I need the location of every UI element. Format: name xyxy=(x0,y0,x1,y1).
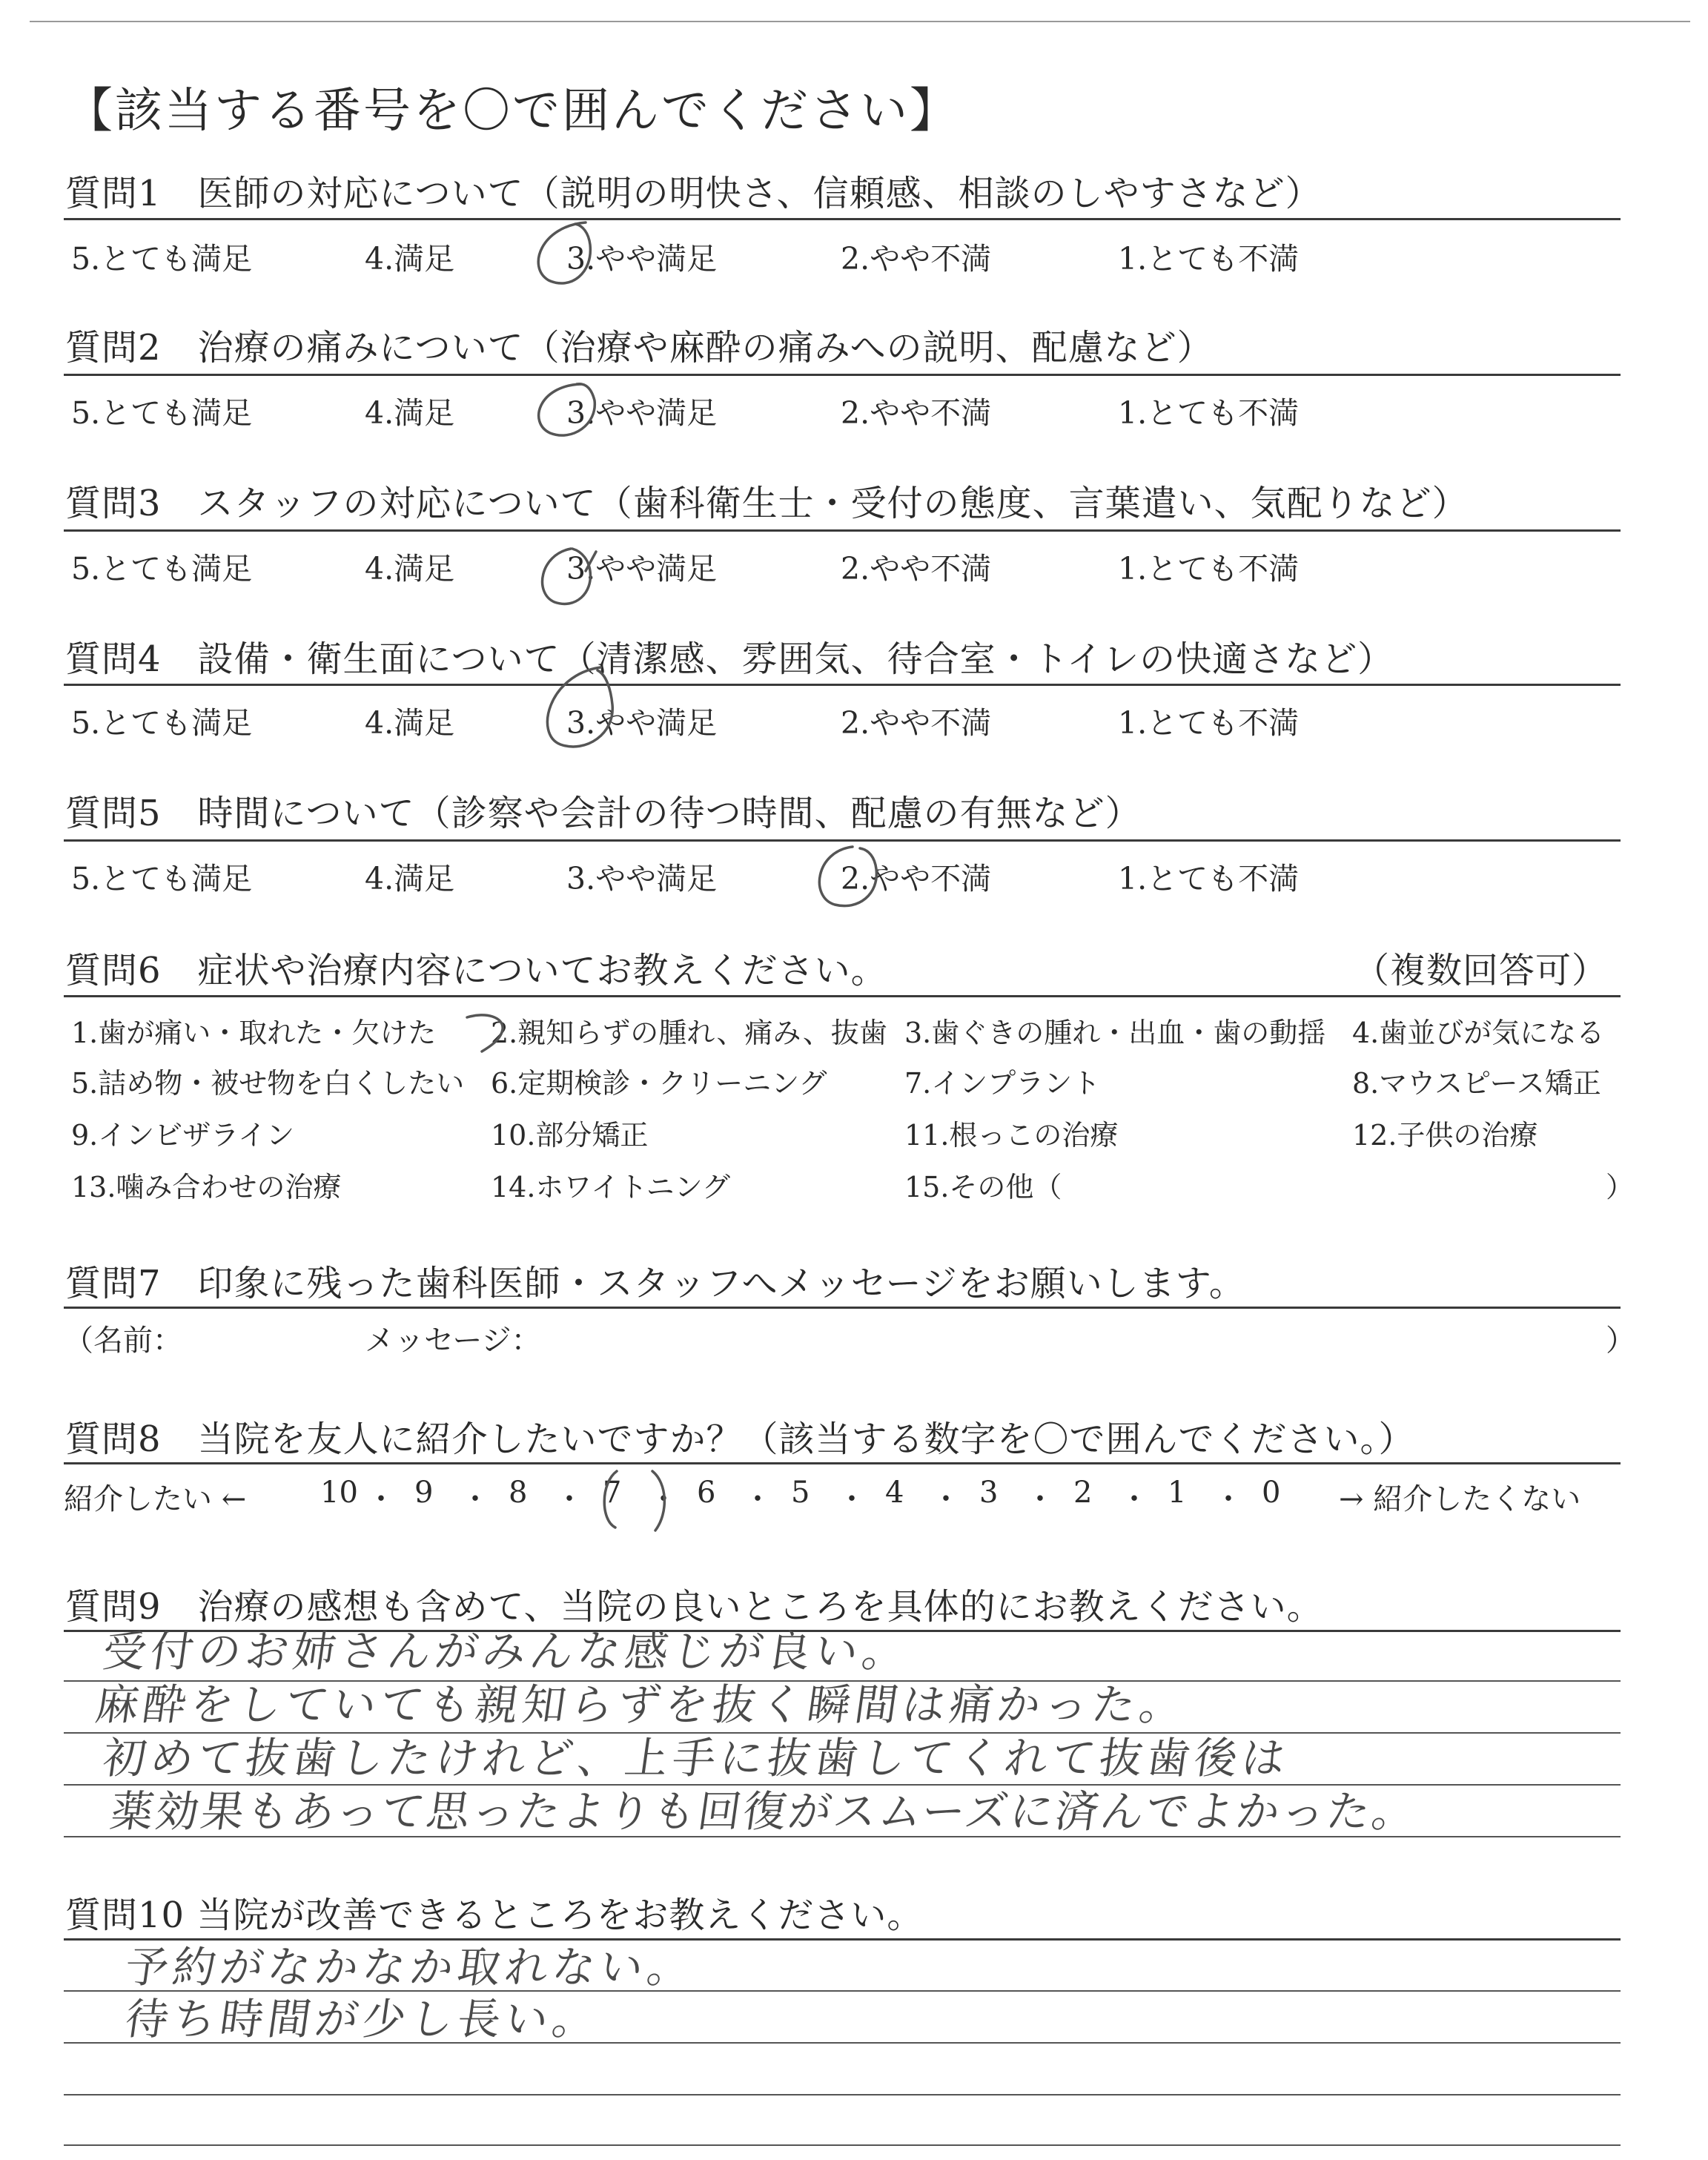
q8-separator-dot: ・ xyxy=(366,1482,396,1516)
q1-option-4[interactable]: 4.満足 xyxy=(365,241,455,277)
q8-separator-dot: ・ xyxy=(743,1482,772,1516)
q2-heading: 質問2 治療の痛みについて（治療や麻酔の痛みへの説明、配慮など） xyxy=(65,327,1214,369)
q5-option-5[interactable]: 5.とても満足 xyxy=(71,861,253,896)
q10-rule-4 xyxy=(64,2094,1621,2095)
q7-close-paren: ） xyxy=(1606,1324,1635,1358)
page-title: 【該当する番号を〇で囲んでください】 xyxy=(65,84,959,139)
q4-option-4[interactable]: 4.満足 xyxy=(365,705,455,741)
q8-separator-dot: ・ xyxy=(931,1482,961,1516)
q6-option-13[interactable]: 13.噛み合わせの治療 xyxy=(71,1171,342,1203)
q5-option-2[interactable]: 2.やや不満 xyxy=(841,861,992,896)
q1-heading: 質問1 医師の対応について（説明の明快さ、信頼感、相談のしやすさなど） xyxy=(65,173,1322,214)
q6-option-14[interactable]: 14.ホワイトニング xyxy=(491,1171,731,1203)
q6-option-9[interactable]: 9.インビザライン xyxy=(71,1119,295,1152)
q4-option-2[interactable]: 2.やや不満 xyxy=(841,705,992,741)
q8-separator-dot: ・ xyxy=(1119,1482,1149,1516)
q6-option-6[interactable]: 6.定期検診・クリーニング xyxy=(491,1067,827,1100)
q8-number-9[interactable]: 9 xyxy=(414,1476,434,1510)
q3-heading: 質問3 スタッフの対応について（歯科衛生士・受付の態度、言葉遣い、気配りなど） xyxy=(65,483,1469,524)
q5-rule xyxy=(64,839,1621,842)
q1-option-3[interactable]: 3.やや満足 xyxy=(566,241,718,277)
q6-option-11[interactable]: 11.根っこの治療 xyxy=(904,1119,1119,1152)
q7-heading: 質問7 印象に残った歯科医師・スタッフへメッセージをお願いします。 xyxy=(65,1263,1245,1304)
q3-option-1[interactable]: 1.とても不満 xyxy=(1118,551,1300,587)
q4-option-3[interactable]: 3.やや満足 xyxy=(566,705,718,741)
q8-number-1[interactable]: 1 xyxy=(1168,1476,1187,1510)
q6-option-4[interactable]: 4.歯並びが気になる xyxy=(1352,1017,1605,1049)
q8-separator-dot: ・ xyxy=(1025,1482,1055,1516)
q7-rule xyxy=(64,1307,1621,1309)
q8-separator-dot: ・ xyxy=(555,1482,584,1516)
q4-option-5[interactable]: 5.とても満足 xyxy=(71,705,253,741)
q2-option-1[interactable]: 1.とても不満 xyxy=(1118,395,1300,431)
q8-number-7[interactable]: 7 xyxy=(603,1476,622,1510)
q4-rule xyxy=(64,684,1621,686)
q8-separator-dot: ・ xyxy=(649,1482,678,1516)
q2-option-2[interactable]: 2.やや不満 xyxy=(841,395,992,431)
q6-option-5[interactable]: 5.詰め物・被せ物を白くしたい xyxy=(71,1067,465,1100)
q1-rule xyxy=(64,218,1621,220)
q6-multiple-note: （複数回答可） xyxy=(1354,950,1609,991)
q5-option-3[interactable]: 3.やや満足 xyxy=(566,861,718,896)
q10-rule-5 xyxy=(64,2144,1621,2146)
q5-heading: 質問5 時間について（診察や会計の待つ時間、配慮の有無など） xyxy=(65,793,1142,834)
top-edge-line xyxy=(30,21,1690,22)
q6-option-10[interactable]: 10.部分矯正 xyxy=(491,1119,649,1152)
q8-rule xyxy=(64,1462,1621,1464)
q3-option-4[interactable]: 4.満足 xyxy=(365,551,455,587)
q5-option-1[interactable]: 1.とても不満 xyxy=(1118,861,1300,896)
q6-option-12[interactable]: 12.子供の治療 xyxy=(1352,1119,1538,1152)
q10-answer-line-1: 予約がなかなか取れない。 xyxy=(122,1942,699,1992)
q7-name-label[interactable]: （名前： xyxy=(64,1324,182,1358)
q6-rule xyxy=(64,995,1621,997)
q6-option-1[interactable]: 1.歯が痛い・取れた・欠けた xyxy=(71,1017,437,1049)
q2-rule xyxy=(64,374,1621,376)
q4-heading: 質問4 設備・衛生面について（清潔感、雰囲気、待合室・トイレの快適さなど） xyxy=(65,638,1394,680)
q6-option-15[interactable]: 15.その他（ xyxy=(904,1171,1062,1203)
q8-left-label: 紹介したい ← xyxy=(64,1482,247,1516)
q1-option-1[interactable]: 1.とても不満 xyxy=(1118,241,1300,277)
q8-number-5[interactable]: 5 xyxy=(791,1476,810,1510)
q2-option-4[interactable]: 4.満足 xyxy=(365,395,455,431)
q8-separator-dot: ・ xyxy=(1214,1482,1243,1516)
q6-heading: 質問6 症状や治療内容についてお教えください。 xyxy=(65,950,887,991)
q6-option-8[interactable]: 8.マウスピース矯正 xyxy=(1352,1067,1601,1100)
q5-option-4[interactable]: 4.満足 xyxy=(365,861,455,896)
q3-rule xyxy=(64,529,1621,532)
q3-option-5[interactable]: 5.とても満足 xyxy=(71,551,253,587)
q9-answer-line-4: 薬効果もあって思ったよりも回復がスムーズに済んでよかった。 xyxy=(107,1786,1421,1837)
q8-number-4[interactable]: 4 xyxy=(885,1476,904,1510)
q1-option-2[interactable]: 2.やや不満 xyxy=(841,241,992,277)
q8-number-3[interactable]: 3 xyxy=(979,1476,999,1510)
q3-option-2[interactable]: 2.やや不満 xyxy=(841,551,992,587)
q6-other-close-paren: ） xyxy=(1606,1171,1635,1203)
q6-option-7[interactable]: 7.インプラント xyxy=(904,1067,1101,1100)
q6-option-2[interactable]: 2.親知らずの腫れ、痛み、抜歯 xyxy=(491,1017,887,1049)
q8-number-8[interactable]: 8 xyxy=(509,1476,528,1510)
q2-option-3[interactable]: 3.やや満足 xyxy=(566,395,718,431)
q10-heading: 質問10 当院が改善できるところをお教えください。 xyxy=(65,1895,924,1936)
q8-number-6[interactable]: 6 xyxy=(697,1476,716,1510)
q9-answer-line-1: 受付のお姉さんがみんな感じが良い。 xyxy=(99,1626,914,1677)
q3-option-3[interactable]: 3.やや満足 xyxy=(566,551,718,587)
q1-option-5[interactable]: 5.とても満足 xyxy=(71,241,253,277)
q8-heading: 質問8 当院を友人に紹介したいですか？（該当する数字を〇で囲んでください。） xyxy=(65,1418,1415,1460)
q6-option-3[interactable]: 3.歯ぐきの腫れ・出血・歯の動揺 xyxy=(904,1017,1326,1049)
q9-heading: 質問9 治療の感想も含めて、当院の良いところを具体的にお教えください。 xyxy=(65,1586,1323,1628)
q4-option-1[interactable]: 1.とても不満 xyxy=(1118,705,1300,741)
q8-right-label: → 紹介したくない xyxy=(1339,1482,1581,1516)
q7-message-label[interactable]: メッセージ： xyxy=(365,1324,541,1358)
q9-answer-line-3: 初めて抜歯したけれど、上手に抜歯してくれて抜歯後は xyxy=(99,1733,1294,1783)
q2-option-5[interactable]: 5.とても満足 xyxy=(71,395,253,431)
q8-number-2[interactable]: 2 xyxy=(1073,1476,1093,1510)
q8-number-10[interactable]: 10 xyxy=(320,1476,358,1510)
q8-separator-dot: ・ xyxy=(837,1482,867,1516)
q9-answer-line-2: 麻酔をしていても親知らずを抜く瞬間は痛かった。 xyxy=(92,1680,1191,1730)
q8-number-0[interactable]: 0 xyxy=(1262,1476,1281,1510)
q10-answer-line-2: 待ち時間が少し長い。 xyxy=(122,1994,604,2044)
q8-separator-dot: ・ xyxy=(460,1482,490,1516)
